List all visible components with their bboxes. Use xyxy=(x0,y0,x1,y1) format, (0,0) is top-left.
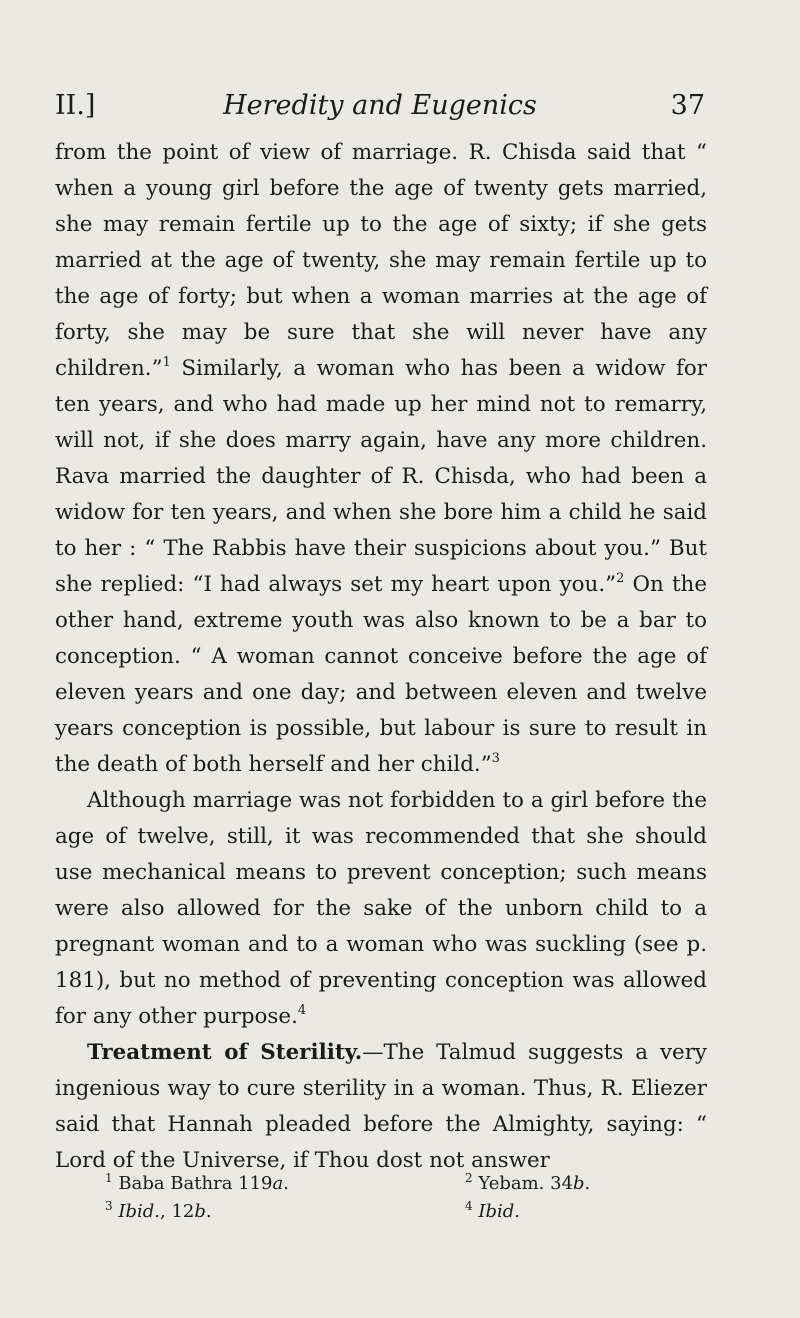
running-header xyxy=(55,80,705,128)
section-heading: Treatment of Sterility. xyxy=(87,1040,363,1065)
footnote-number: 3 xyxy=(105,1199,113,1213)
footnotes xyxy=(105,1170,665,1226)
footnote-italic: a xyxy=(272,1173,284,1194)
footnote-italic: Ibid. xyxy=(478,1201,521,1222)
footnote-text: Yebam. 34 xyxy=(478,1173,574,1194)
footnote xyxy=(465,1198,665,1226)
text-run: Similarly, a woman who has been a widow for ten years, and who had made up her mind not to remarry, will not, if she does marry again, have any more children. Rava married the daughter of R. Chisda, who had been a widow for ten years, and when she bore him a child he said to her : “ The Rabbis have their suspicions about you.” But she replied: “I had always set my heart upon you.” xyxy=(55,356,707,597)
footnote-italic: b xyxy=(194,1201,206,1222)
footnote-ref: 1 xyxy=(162,355,171,370)
footnote-text: , 12 xyxy=(160,1201,195,1222)
text-run: —The Talmud suggests a very ingenious way to cure sterility in a woman. Thus, R. Eliezer said that Hannah pleaded before the Almighty, saying: “ Lord of the Universe, if Thou dost not answer xyxy=(55,1040,707,1173)
chapter-marker: II.] xyxy=(55,90,96,121)
footnote-ref: 3 xyxy=(491,751,500,766)
text-run: On the other hand, extreme youth was also known to be a bar to conception. “ A woman cannot conceive before the age of eleven years and one day; and between eleven and twelve years conception is possible, but labour is sure to result in the death of both herself and her child.” xyxy=(55,572,707,777)
footnote-italic: b xyxy=(573,1173,585,1194)
paragraph xyxy=(55,1035,707,1179)
text-run: from the point of view of marriage. R. Chisda said that “ when a young girl before the age of twenty gets married, she may remain fertile up to the age of sixty; if she gets married at the age of twenty, she may remain fertile up to the age of forty; but when a woman marries at the age of forty, she may be sure that she will never have any children.” xyxy=(55,140,707,381)
page-number: 37 xyxy=(670,90,705,121)
footnote-italic: Ibid. xyxy=(118,1201,161,1222)
running-title: Heredity and Eugenics xyxy=(223,90,537,121)
footnote xyxy=(465,1170,665,1198)
footnote-number: 2 xyxy=(465,1171,473,1185)
footnote-text: Baba Bathra 119 xyxy=(118,1173,273,1194)
footnote-number: 1 xyxy=(105,1171,113,1185)
footnote xyxy=(105,1198,385,1226)
footnote-tail: . xyxy=(283,1173,289,1194)
footnote-tail: . xyxy=(205,1201,212,1222)
footnote-ref: 4 xyxy=(297,1003,307,1018)
paragraph xyxy=(55,135,707,783)
footnote-tail: . xyxy=(584,1173,591,1194)
footnote xyxy=(105,1170,385,1198)
text-run: Although marriage was not forbidden to a girl before the age of twelve, still, it was recommended that she should use mechanical means to prevent conception; such means were also allowed for the sake of the unborn child to a pregnant woman and to a woman who was suckling (see p. 181), but no method of preventing conception was allowed for any other purpose. xyxy=(55,788,707,1029)
paragraph xyxy=(55,783,707,1035)
body-text xyxy=(55,135,707,1179)
footnote-ref: 2 xyxy=(616,571,625,586)
footnote-number: 4 xyxy=(465,1199,473,1213)
